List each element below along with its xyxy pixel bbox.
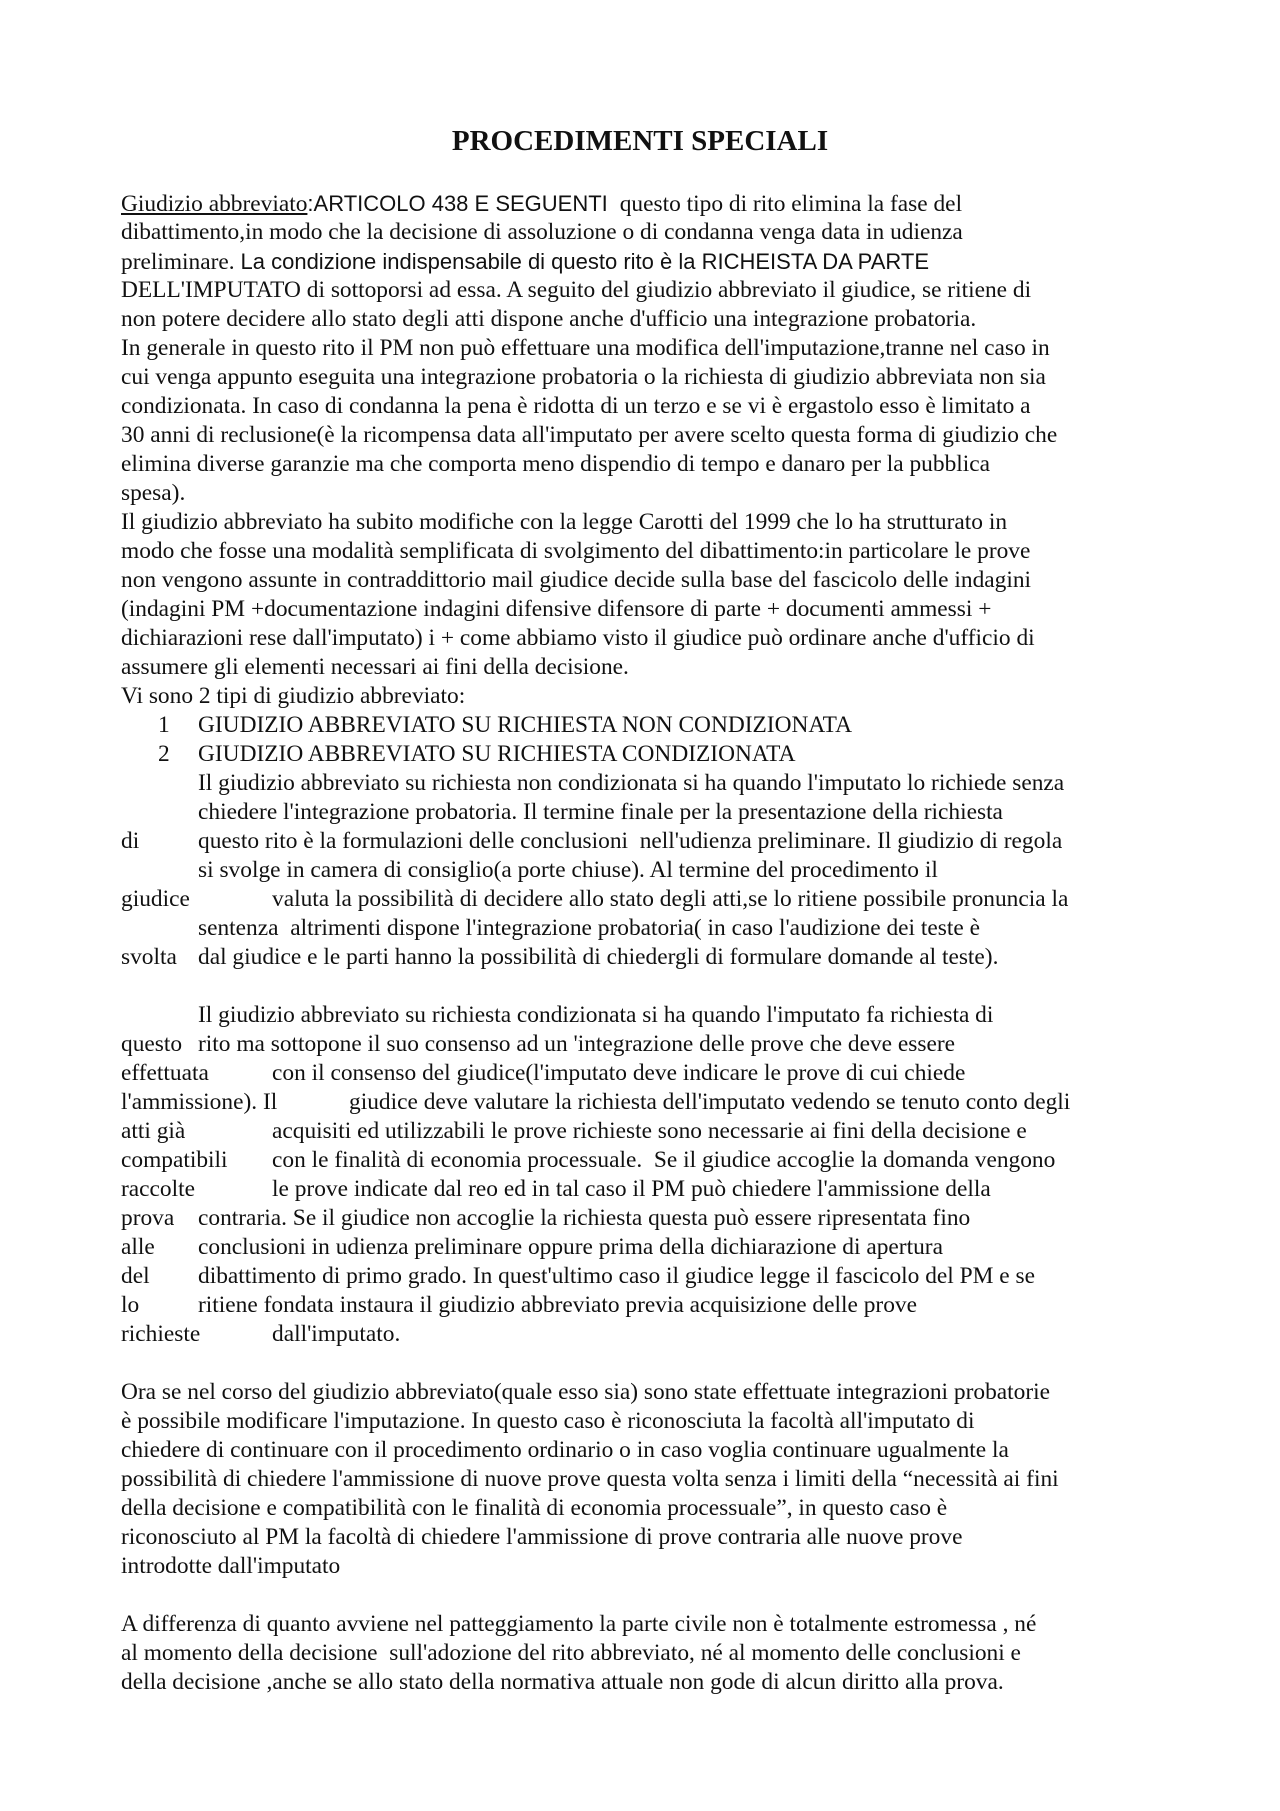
list-item: GIUDIZIO ABBREVIATO SU RICHIESTA NON CONDIZIONATA: [198, 712, 852, 738]
text-line: Il giudizio abbreviato su richiesta condizionata si ha quando l'imputato fa richiesta di: [198, 1002, 994, 1028]
text-line: della decisione ,anche se allo stato della normativa attuale non gode di alcun diritto alla prova.: [121, 1669, 1004, 1695]
text-line: [121, 247, 929, 277]
margin-word: l'ammissione). Il: [121, 1089, 278, 1115]
text-line: al momento della decisione sull'adozione del rito abbreviato, né al momento delle conclusioni e: [121, 1640, 1021, 1666]
text-line: elimina diverse garanzie ma che comporta meno dispendio di tempo e danaro per la pubblica: [121, 451, 991, 477]
margin-word: raccolte: [121, 1176, 196, 1202]
text-line: (indagini PM +documentazione indagini difensive difensore di parte + documenti ammessi +: [121, 596, 992, 622]
text-line: della decisione e compatibilità con le finalità di economia processuale”, in questo caso è: [121, 1495, 948, 1521]
text-line: questo rito è la formulazioni delle conclusioni nell'udienza preliminare. Il giudizio di regola: [198, 828, 1063, 854]
text-line: con il consenso del giudice(l'imputato deve indicare le prove di cui chiede: [272, 1060, 966, 1086]
text-line: dibattimento di primo grado. In quest'ultimo caso il giudice legge il fascicolo del PM e se: [198, 1263, 1036, 1289]
margin-word: lo: [121, 1292, 140, 1318]
text-line: rito ma sottopone il suo consenso ad un 'integrazione delle prove che deve essere: [198, 1031, 956, 1057]
text-line: Ora se nel corso del giudizio abbreviato(quale esso sia) sono state effettuate integrazioni probatorie: [121, 1379, 1051, 1405]
margin-word: richieste: [121, 1321, 201, 1347]
text-line: sentenza altrimenti dispone l'integrazione probatoria( in caso l'audizione dei teste è: [198, 915, 980, 941]
text-line: cui venga appunto eseguita una integrazione probatoria o la richiesta di giudizio abbreviata non sia: [121, 364, 1046, 390]
text-line: possibilità di chiedere l'ammissione di nuove prove questa volta senza i limiti della “necessità ai fini: [121, 1466, 1059, 1492]
text-fragment: questo tipo di rito elimina la fase del: [613, 191, 963, 217]
margin-word: atti già: [121, 1118, 186, 1144]
margin-word: questo: [121, 1031, 183, 1057]
text-line: spesa).: [121, 480, 186, 506]
margin-word: alle: [121, 1234, 155, 1260]
margin-word: del: [121, 1263, 150, 1289]
text-line: dibattimento,in modo che la decisione di assoluzione o di condanna venga data in udienza: [121, 219, 963, 245]
text-line: Il giudizio abbreviato ha subito modifiche con la legge Carotti del 1999 che lo ha strutturato in: [121, 509, 1008, 535]
text-line: ritiene fondata instaura il giudizio abbreviato previa acquisizione delle prove: [198, 1292, 917, 1318]
list-item: GIUDIZIO ABBREVIATO SU RICHIESTA CONDIZIONATA: [198, 741, 796, 767]
article-reference: :ARTICOLO 438 E SEGUENTI: [307, 191, 614, 216]
text-fragment: preliminare.: [121, 249, 241, 275]
text-line: 30 anni di reclusione(è la ricompensa data all'imputato per avere scelto questa forma di giudizio che: [121, 422, 1058, 448]
text-line: modo che fosse una modalità semplificata di svolgimento del dibattimento:in particolare le prove: [121, 538, 1031, 564]
margin-word: effettuata: [121, 1060, 209, 1086]
text-line: contraria. Se il giudice non accoglie la richiesta questa può essere ripresentata fino: [198, 1205, 971, 1231]
text-line: riconosciuto al PM la facoltà di chiedere l'ammissione di prove contraria alle nuove prove: [121, 1524, 963, 1550]
list-number: 2: [158, 741, 170, 767]
text-line: è possibile modificare l'imputazione. In questo caso è riconosciuta la facoltà all'imputato di: [121, 1408, 975, 1434]
text-line: A differenza di quanto avviene nel patteggiamento la parte civile non è totalmente estromessa , né: [121, 1611, 1037, 1637]
text-line: assumere gli elementi necessari ai fini della decisione.: [121, 654, 629, 680]
margin-word: compatibili: [121, 1147, 228, 1173]
text-line: chiedere l'integrazione probatoria. Il termine finale per la presentazione della richiesta: [198, 799, 1003, 825]
text-line: giudice deve valutare la richiesta dell'imputato vedendo se tenuto conto degli: [349, 1089, 1071, 1115]
text-line: con le finalità di economia processuale. Se il giudice accoglie la domanda vengono: [272, 1147, 1056, 1173]
text-line: condizionata. In caso di condanna la pena è ridotta di un terzo e se vi è ergastolo esso è limitato a: [121, 393, 1031, 419]
page-title: PROCEDIMENTI SPECIALI: [451, 125, 829, 157]
margin-word: di: [121, 828, 140, 854]
text-line: dichiarazioni rese dall'imputato) i + come abbiamo visto il giudice può ordinare anche d'ufficio di: [121, 625, 1035, 651]
margin-word: svolta: [121, 944, 177, 970]
text-line: dall'imputato.: [272, 1321, 401, 1347]
text-line: conclusioni in udienza preliminare oppure prima della dichiarazione di apertura: [198, 1234, 943, 1260]
text-line: non potere decidere allo stato degli atti dispone anche d'ufficio una integrazione probatoria.: [121, 306, 977, 332]
margin-word: giudice: [121, 886, 190, 912]
text-line: DELL'IMPUTATO di sottoporsi ad essa. A seguito del giudizio abbreviato il giudice, se ritiene di: [121, 277, 1032, 303]
text-line: chiedere di continuare con il procedimento ordinario o in caso voglia continuare ugualmente la: [121, 1437, 1009, 1463]
text-line: introdotte dall'imputato: [121, 1553, 341, 1579]
text-line: In generale in questo rito il PM non può effettuare una modifica dell'imputazione,tranne nel caso in: [121, 335, 1050, 361]
section-heading: Giudizio abbreviato: [121, 191, 308, 217]
text-line: Il giudizio abbreviato su richiesta non condizionata si ha quando l'imputato lo richiede senza: [198, 770, 1065, 796]
text-line: si svolge in camera di consiglio(a porte chiuse). Al termine del procedimento il: [198, 857, 938, 883]
text-line: acquisiti ed utilizzabili le prove richieste sono necessarie ai fini della decisione e: [272, 1118, 1027, 1144]
text-line: Vi sono 2 tipi di giudizio abbreviato:: [121, 683, 466, 709]
text-line: valuta la possibilità di decidere allo stato degli atti,se lo ritiene possibile pronuncia la: [272, 886, 1069, 912]
text-line: [121, 189, 962, 219]
list-number: 1: [158, 712, 170, 738]
text-line: non vengono assunte in contraddittorio mail giudice decide sulla base del fascicolo delle indagini: [121, 567, 1032, 593]
text-line: dal giudice e le parti hanno la possibilità di chiedergli di formulare domande al teste).: [198, 944, 999, 970]
text-fragment: La condizione indispensabile di questo rito è la RICHEISTA DA PARTE: [240, 249, 929, 274]
margin-word: prova: [121, 1205, 175, 1231]
text-line: le prove indicate dal reo ed in tal caso il PM può chiedere l'ammissione della: [272, 1176, 991, 1202]
